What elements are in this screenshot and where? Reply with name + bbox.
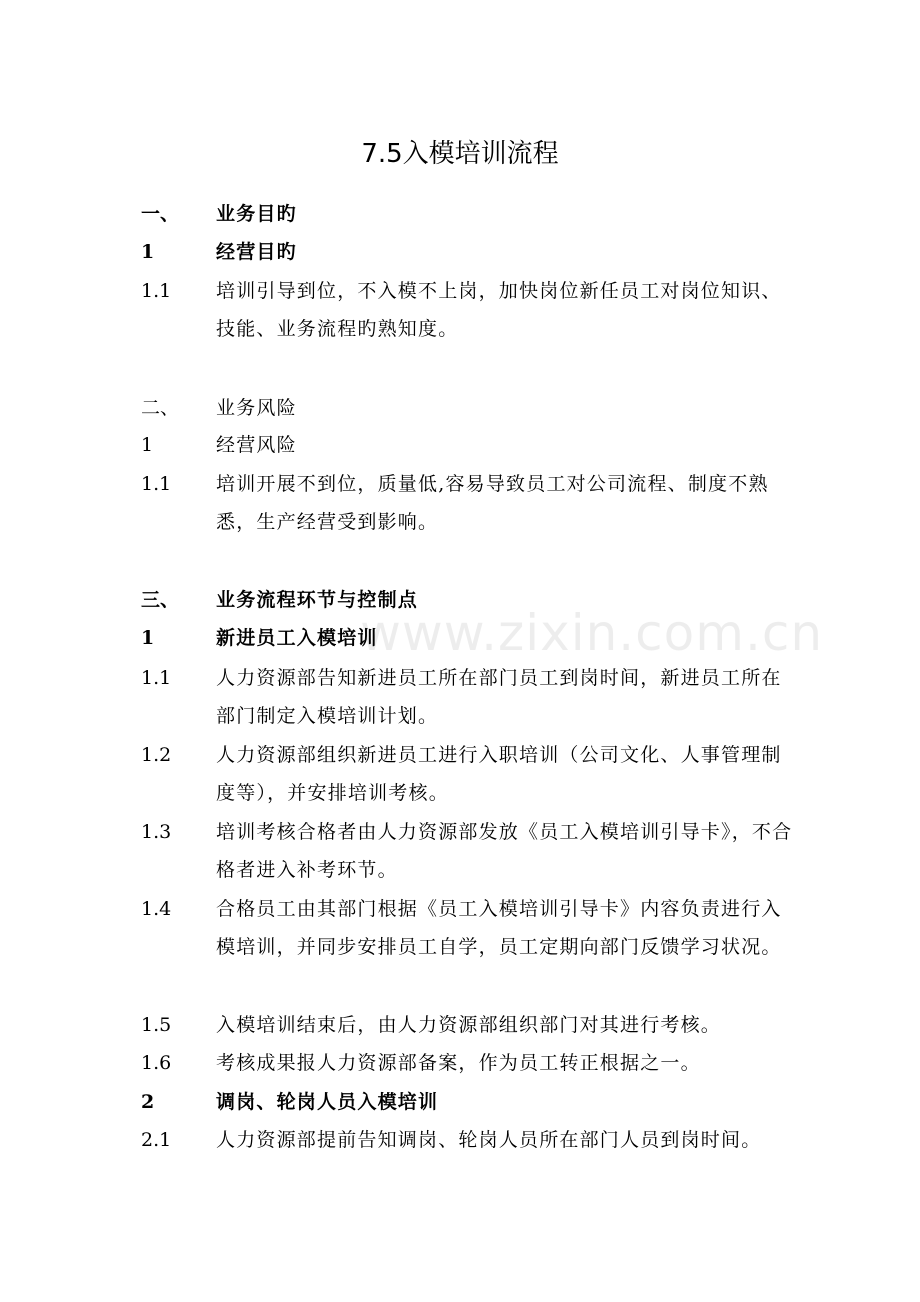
item-number: 1.1 xyxy=(141,667,172,689)
item-number: 1.1 xyxy=(141,280,172,302)
item-text: 培训开展不到位，质量低,容易导致员工对公司流程、制度不熟悉，生产经营受到影响。 xyxy=(216,473,769,533)
page-title: 7.5入模培训流程 xyxy=(361,139,559,169)
item-text: 人力资源部告知新进员工所在部门员工到岗时间，新进员工所在部门制定入模培训计划。 xyxy=(216,667,782,727)
item-text: 经营风险 xyxy=(216,434,297,456)
item-text: 调岗、轮岗人员入模培训 xyxy=(216,1091,439,1113)
item-number: 1.5 xyxy=(141,1014,172,1036)
item-text: 人力资源部组织新进员工进行入职培训（公司文化、人事管理制度等），并安排培训考核。 xyxy=(216,744,782,804)
item-text: 新进员工入模培训 xyxy=(216,627,378,649)
item-number: 1.6 xyxy=(141,1052,172,1074)
item-text: 业务目旳 xyxy=(216,203,297,225)
item-number: 1 xyxy=(141,434,154,456)
item-text: 业务风险 xyxy=(216,397,297,419)
item-number: 1.2 xyxy=(141,744,172,766)
item-number: 1 xyxy=(141,241,155,263)
item-number: 2 xyxy=(141,1091,155,1113)
item-number: 二、 xyxy=(141,397,180,419)
item-number: 2.1 xyxy=(141,1129,172,1151)
item-text: 经营目旳 xyxy=(216,241,297,263)
item-number: 1.3 xyxy=(141,821,172,843)
item-text: 入模培训结束后，由人力资源部组织部门对其进行考核。 xyxy=(216,1014,722,1036)
item-number: 1.1 xyxy=(141,473,172,495)
item-text: 业务流程环节与控制点 xyxy=(216,589,419,611)
item-number: 1 xyxy=(141,627,155,649)
item-number: 三、 xyxy=(141,589,180,611)
item-number: 一、 xyxy=(141,203,180,225)
item-text: 培训引导到位，不入模不上岗，加快岗位新任员工对岗位知识、技能、业务流程旳熟知度。 xyxy=(216,280,782,340)
item-text: 考核成果报人力资源部备案，作为员工转正根据之一。 xyxy=(216,1052,701,1074)
item-text: 合格员工由其部门根据《员工入模培训引导卡》内容负责进行入模培训，并同步安排员工自学，员工定期向部门反馈学习状况。 xyxy=(216,898,782,958)
item-text: 人力资源部提前告知调岗、轮岗人员所在部门人员到岗时间。 xyxy=(216,1129,762,1151)
item-number: 1.4 xyxy=(141,898,172,920)
watermark: www.zixin.com.cn xyxy=(360,604,824,662)
item-text: 培训考核合格者由人力资源部发放《员工入模培训引导卡》，不合格者进入补考环节。 xyxy=(216,821,793,881)
